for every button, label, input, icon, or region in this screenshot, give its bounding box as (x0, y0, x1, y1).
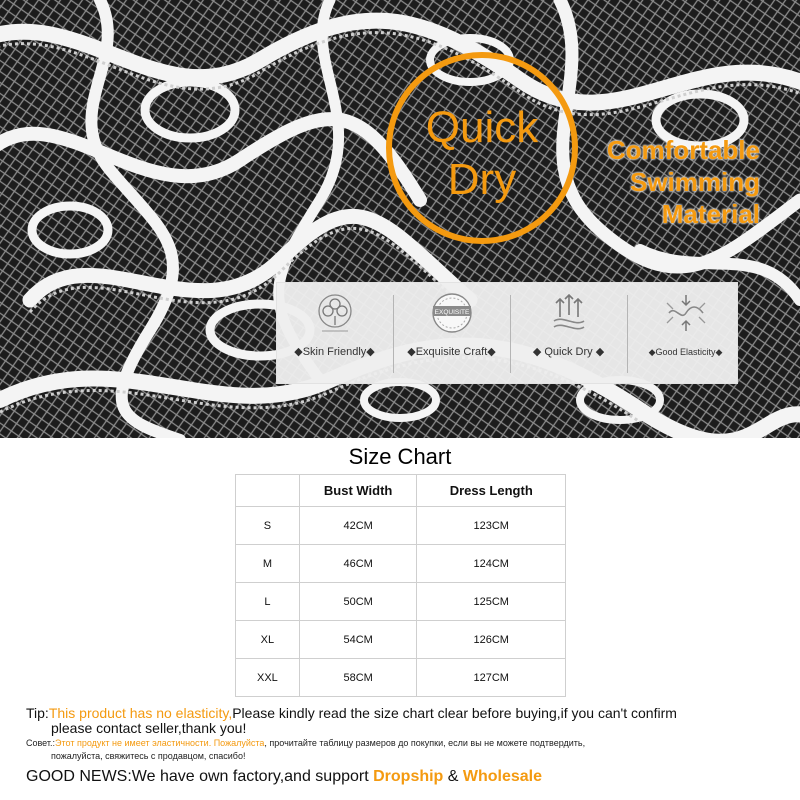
tagline-line-2: Swimming (629, 167, 760, 197)
ru-line-1 (26, 738, 585, 748)
cell-length: 123CM (417, 507, 566, 545)
ru-highlight: Этот продукт не имеет эластичности. Пожалуйста (55, 738, 265, 748)
feature-strip (276, 282, 738, 384)
cell-length: 126CM (417, 621, 566, 659)
header-size (236, 475, 300, 507)
tip-prefix: Tip: (26, 705, 49, 721)
feature-good-elasticity (628, 283, 743, 385)
cell-size: XL (236, 621, 300, 659)
quick-dry-badge (386, 52, 578, 244)
cell-size: M (236, 545, 300, 583)
cell-size: S (236, 507, 300, 545)
feature-quick-dry (511, 283, 626, 385)
table-row (236, 621, 566, 659)
cell-bust: 42CM (299, 507, 417, 545)
table-header-row (236, 475, 566, 507)
badge-line-1: Quick (425, 103, 539, 152)
tagline-line-1: Comfortable (606, 135, 760, 165)
table-row (236, 507, 566, 545)
cell-length: 127CM (417, 659, 566, 697)
elasticity-icon (663, 291, 709, 335)
feature-label: ◆Skin Friendly◆ (294, 346, 375, 358)
ru-line-2: пожалуйста, свяжитесь с продавцом, спасибо! (51, 751, 246, 761)
wholesale-highlight: Wholesale (462, 768, 543, 785)
feature-label: ◆Good Elasticity◆ (648, 347, 723, 357)
news-prefix: GOOD NEWS:We have own factory,and support (26, 768, 374, 785)
cell-bust: 46CM (299, 545, 417, 583)
header-bust-width: Bust Width (299, 475, 417, 507)
material-tagline (607, 134, 760, 230)
exquisite-icon-text: EXQUISITE (434, 309, 470, 316)
cell-bust: 50CM (299, 583, 417, 621)
feature-exquisite-craft (394, 283, 509, 385)
cotton-icon (312, 291, 358, 335)
quick-dry-icon (546, 291, 592, 335)
exquisite-icon (429, 291, 475, 335)
tip-line-1 (26, 706, 786, 721)
header-dress-length: Dress Length (417, 475, 566, 507)
cell-size: L (236, 583, 300, 621)
good-news-line (26, 768, 542, 786)
cell-bust: 58CM (299, 659, 417, 697)
feature-label: ◆Exquisite Craft◆ (407, 346, 496, 358)
news-and: & (443, 768, 463, 785)
cell-size: XXL (236, 659, 300, 697)
feature-skin-friendly (277, 283, 392, 385)
tip-highlight: This product has no elasticity, (48, 705, 233, 721)
table-row (236, 583, 566, 621)
feature-label: ◆ Quick Dry ◆ (532, 346, 605, 358)
tagline-line-3: Material (661, 199, 760, 229)
tip-line-2: please contact seller,thank you! (51, 720, 247, 736)
cell-length: 124CM (417, 545, 566, 583)
cell-length: 125CM (417, 583, 566, 621)
table-row (236, 545, 566, 583)
tip-rest: Please kindly read the size chart clear before buying,if you can't confirm (232, 705, 677, 721)
dropship-highlight: Dropship (373, 768, 444, 785)
table-row (236, 659, 566, 697)
tip-note (26, 706, 786, 736)
russian-tip-note (26, 737, 786, 763)
size-chart-table (235, 474, 566, 697)
ru-rest: , прочитайте таблицу размеров до покупки, если вы не можете подтвердить, (264, 738, 586, 748)
size-chart-title: Size Chart (348, 444, 452, 469)
ru-prefix: Совет.: (26, 738, 56, 748)
badge-line-2: Dry (447, 155, 517, 204)
cell-bust: 54CM (299, 621, 417, 659)
